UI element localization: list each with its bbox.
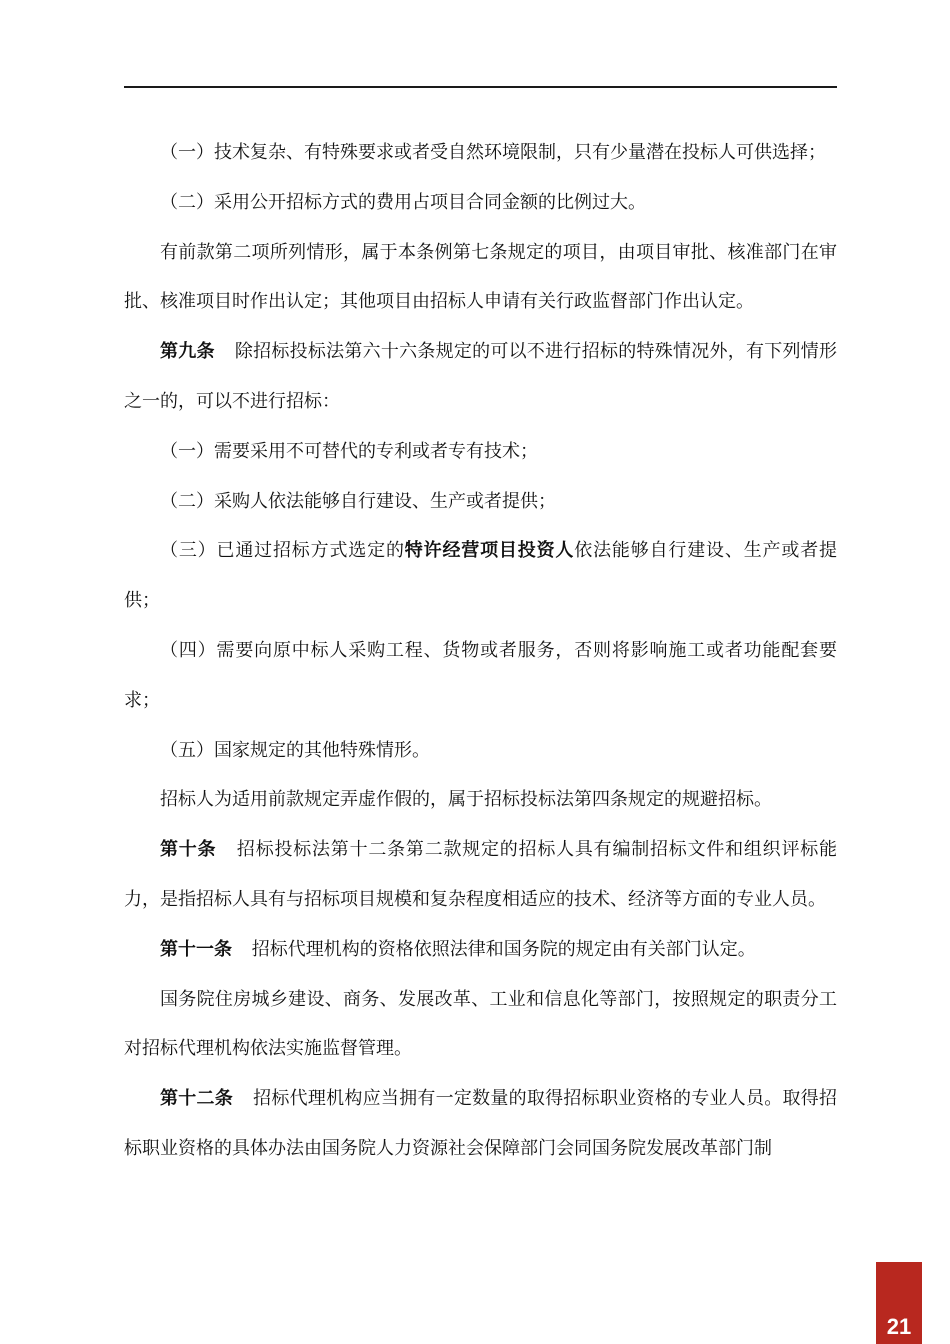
paragraph: （二）采购人依法能够自行建设、生产或者提供； (160, 490, 556, 512)
paragraph: （一）需要采用不可替代的专利或者专有技术； (160, 440, 538, 462)
article-number: 第十一条 (160, 938, 232, 960)
paragraph: 国务院住房城乡建设、商务、发展改革、工业和信息化等部门，按照规定的职责分工对招标代理机构依法实施监督管理。 (124, 988, 837, 1060)
document-body (124, 128, 837, 1174)
article-number: 第十二条 (160, 1088, 234, 1110)
paragraph: 有前款第二项所列情形，属于本条例第七条规定的项目，由项目审批、核准部门在审批、核准项目时作出认定；其他项目由招标人申请有关行政监督部门作出认定。 (124, 241, 837, 313)
header-rule (124, 86, 837, 88)
article-paragraph: 第十二条 招标代理机构应当拥有一定数量的取得招标职业资格的专业人员。取得招标职业资格的具体办法由国务院人力资源社会保障部门会同国务院发展改革部门制 (124, 1088, 838, 1159)
emphasis-text: 特许经营项目投资人 (404, 540, 575, 562)
paragraph: （四）需要向原中标人采购工程、货物或者服务，否则将影响施工或者功能配套要求； (124, 639, 837, 711)
article-paragraph: 第十条 招标投标法第十二条第二款规定的招标人具有编制招标文件和组织评标能力，是指招标人具有与招标项目规模和复杂程度相适应的技术、经济等方面的专业人员。 (124, 839, 838, 910)
article-number: 第十条 (160, 839, 217, 861)
paragraph: （二）采用公开招标方式的费用占项目合同金额的比例过大。 (160, 191, 646, 213)
paragraph: （一）技术复杂、有特殊要求或者受自然环境限制，只有少量潜在投标人可供选择； (160, 142, 826, 163)
paragraph: （三）已通过招标方式选定的特许经营项目投资人依法能够自行建设、生产或者提供； (124, 540, 838, 612)
paragraph: （五）国家规定的其他特殊情形。 (160, 739, 430, 761)
paragraph: 招标人为适用前款规定弄虚作假的，属于招标投标法第四条规定的规避招标。 (160, 789, 772, 811)
article-number: 第九条 (160, 341, 215, 363)
article-paragraph: 第九条 除招标投标法第六十六条规定的可以不进行招标的特殊情况外，有下列情形之一的，可以不进行招标： (124, 341, 838, 412)
page-number: 21 (876, 1262, 922, 1344)
article-paragraph: 第十一条 招标代理机构的资格依照法律和国务院的规定由有关部门认定。 (160, 938, 756, 960)
